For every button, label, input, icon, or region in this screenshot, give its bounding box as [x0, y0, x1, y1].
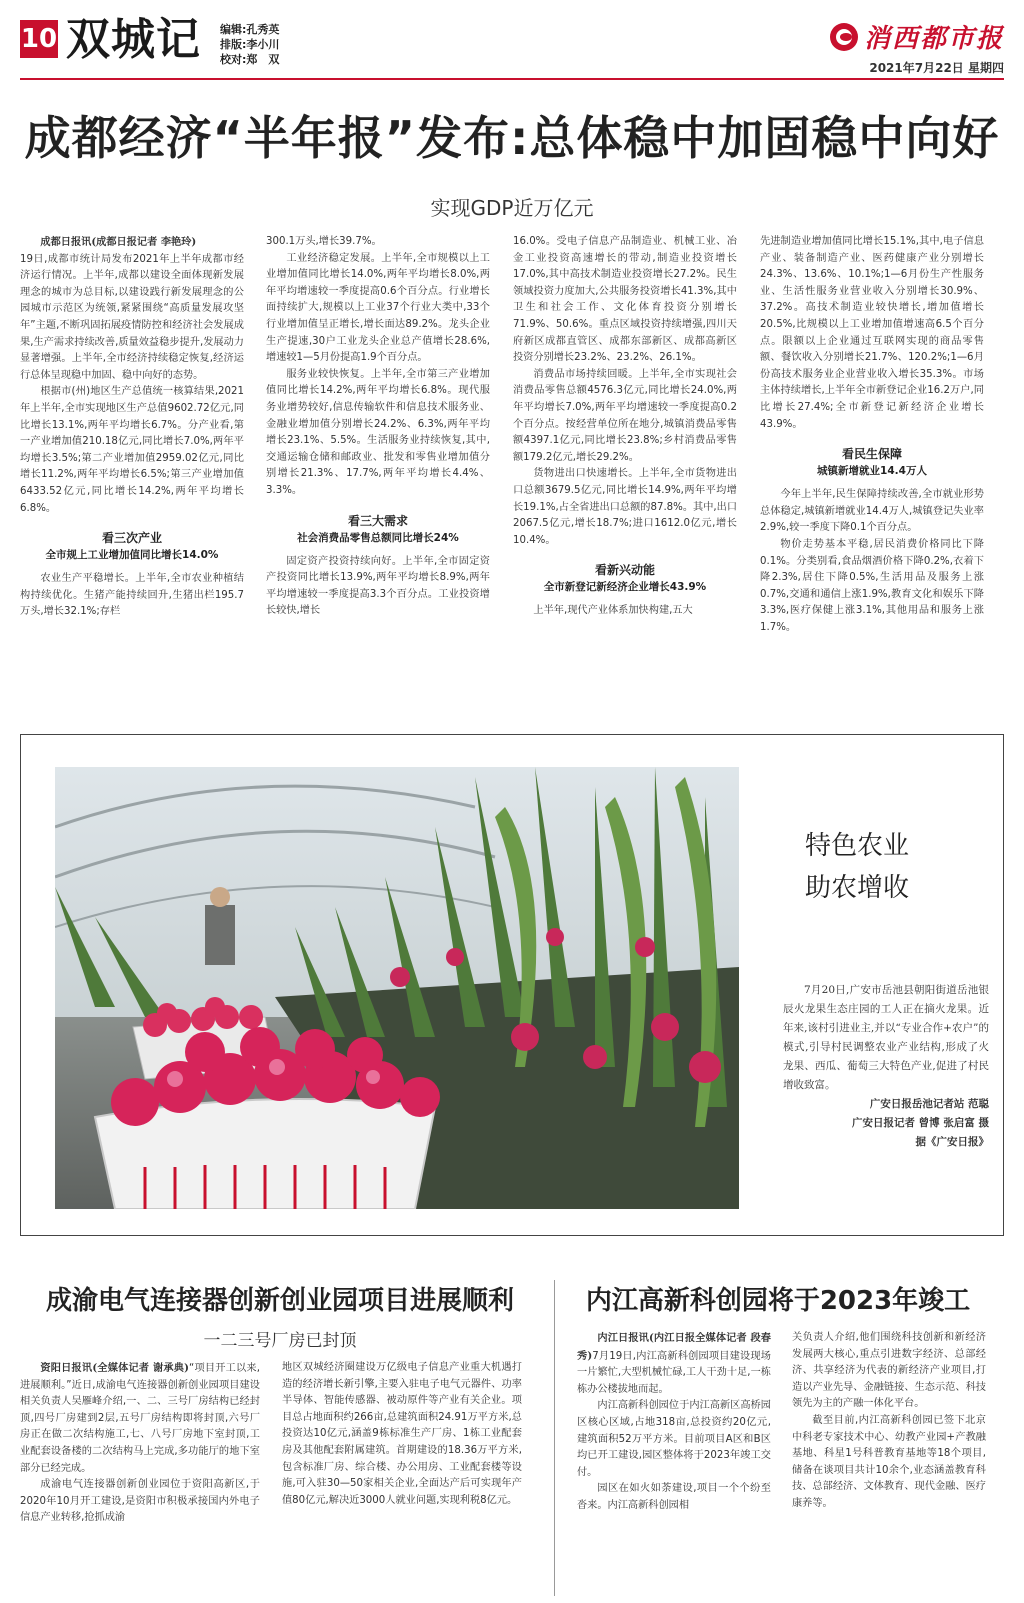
photo-title-line: 助农增收 — [805, 873, 910, 903]
dragon-fruit-photo — [55, 767, 739, 1209]
story3-column-2 — [792, 1330, 986, 1596]
lead-byline: 成都日报讯(成都日报记者 李艳玲) — [40, 236, 197, 248]
editor-line: 编辑:孔秀英 — [220, 23, 280, 36]
lead-column-1 — [20, 234, 244, 694]
story2-headline: 成渝电气连接器创新创业园项目进展顺利 — [45, 1286, 514, 1316]
photo-credit: 广安日报岳池记者站 范聪 — [869, 1098, 989, 1110]
paragraph: 截至目前,内江高新科创园已签下北京中科老专家技术中心、幼教产业园+产教融基地、科星1号科普教育基地等18个项目,储备在谈项目共计10余个,业态涵盖教育科技、总部经济、文体教育、现代金融、医疗康养等。 — [792, 1414, 986, 1509]
story2-byline: 资阳日报讯(全媒体记者 谢承典) — [40, 1362, 189, 1374]
paragraph: 上半年,现代产业体系加快构建,五大 — [533, 605, 693, 617]
caption-text: 7月20日,广安市岳池县朝阳街道岳池银辰火龙果生态庄园的工人正在摘火龙果。近年来,该村引进业主,并以“专业合作+农户”的模式,引导村民调整农业产业结构,形成了火龙果、西瓜、葡萄三大特色产业,促进了村民增收致富。 — [783, 984, 989, 1091]
paragraph: 300.1万头,增长39.7%。 — [266, 236, 382, 247]
section-subheading: 城镇新增就业14.4万人 — [817, 465, 927, 478]
paragraph: 关负责人介绍,他们围绕科技创新和新经济发展两大核心,重点引进数字经济、总部经济、共享经济为代表的新经济产业项目,打造以产业先导、金融链接、生态示范、科技领先为主的产融一体化平台。 — [792, 1332, 986, 1410]
lead-column-4 — [760, 234, 984, 694]
paragraph: 地区双城经济圈建设万亿级电子信息产业重大机遇打造的经济增长新引擎,主要入驻电子电气元器件、功率半导体、智能传感器、被动原件等产业有关企业。项目总占地面积约266亩,总建筑面积24.91万平方米,总投资达10亿元,涵盖9栋标准生产厂房、1栋工业配套房及其他配套附属建筑。首期建设的18.36万平方米,包含标准厂房、综合楼、办公用房、工业配套楼等设施,可入驻30—50家相关企业,全面达产后可实现年产值80亿元,解决近3000人就业问题,实现利税8亿元。 — [282, 1362, 522, 1506]
newspaper-name: 消西都市报 — [863, 24, 1004, 54]
photo-caption — [783, 981, 989, 1152]
paragraph: 园区在如火如荼建设,项目一个个纷至沓来。内江高新科创园相 — [577, 1483, 771, 1511]
story3-column-1 — [577, 1330, 771, 1596]
lead-headline: 成都经济“半年报”发布:总体稳中加固稳中向好 — [24, 111, 1000, 165]
paragraph: 货物进出口快速增长。上半年,全市货物进出口总额3679.5亿元,同比增长14.9%,两年平均增长19.1%,占全省进出口总额的87.8%。其中,出口2067.5亿元,增长18.7%;进口1612.0亿元,增长10.4%。 — [513, 468, 737, 546]
section-heading: 看三次产业 — [101, 531, 162, 546]
paragraph: 消费品市场持续回暖。上半年,全市实现社会消费品零售总额4576.3亿元,同比增长24.0%,两年平均增长7.0%,两年平均增速较一季度提高0.2个百分点。按经营单位所在地分,城镇消费品零售额4397.1亿元,同比增长23.8%;乡村消费品零售额179.2亿元,增长29.2%。 — [513, 368, 737, 463]
paragraph: 先进制造业增加值同比增长15.1%,其中,电子信息产业、装备制造产业、医药健康产业分别增长24.3%、13.6%、10.1%;1—6月份生产性服务业、生活性服务业营业收入分别增长30.9%、37.2%。高技术制造业较快增长,增加值增长20.5%,比规模以上工业增加值增速高6.5个百分点。限额以上企业通过互联网实现的商品零售额、餐饮收入分别增长21.7%、120.2%;1—6月份高技术服务业企业营业收入增长35.3%。市场主体持续增长,上半年全市新登记企业16.2万户,同比增长27.4%;全市新登记新经济企业增长43.9%。 — [760, 236, 984, 430]
section-heading: 看民生保障 — [841, 447, 902, 462]
lead-subheadline: 实现GDP近万亿元 — [430, 196, 594, 220]
newspaper-logo-icon — [830, 23, 858, 51]
lead-column-2 — [266, 234, 490, 694]
story2-column-1 — [20, 1360, 260, 1596]
section-subheading: 社会消费品零售总额同比增长24% — [297, 531, 459, 544]
photo-credit: 广安日报记者 曾博 张启富 摄 — [852, 1117, 989, 1129]
paragraph: 农业生产平稳增长。上半年,全市农业种植结构持续优化。生猪产能持续回升,生猪出栏195.7万头,增长32.1%;存栏 — [20, 573, 244, 618]
section-heading: 看三大需求 — [347, 513, 408, 528]
paragraph: 19日,成都市统计局发布2021年上半年成都市经济运行情况。上半年,成都以建设全面体现新发展理念的城市为总目标,以建设践行新发展理念的公园城市示范区为统领,紧紧围绕“高质量发展攻坚年”主题,不断巩固拓展疫情防控和经济社会发展成果,生产需求持续改善,质量效益稳步提升,发展动力显著增强。上半年,全市经济持续稳定恢复,经济运行总体呈现稳中加固、稳中向好的态势。 — [20, 253, 244, 381]
lead-column-3 — [513, 234, 737, 694]
newspaper-brand — [830, 18, 1004, 76]
paragraph: 工业经济稳定发展。上半年,全市规模以上工业增加值同比增长14.0%,两年平均增长8.0%,两年平均增速较一季度提高0.6个百分点。行业增长面持续扩大,规模以上工业37个行业大类中,33个行业增加值呈正增长,增长面达89.2%。龙头企业生产提速,30户工业龙头企业总产值增长28.6%,增速较1—5月份提高1.9个百分点。 — [266, 252, 490, 364]
issue-date: 2021年7月22日 星期四 — [869, 61, 1004, 75]
paragraph: 成渝电气连接器创新创业园位于资阳高新区,于2020年10月开工建设,是资阳市积极承接国内外电子信息产业转移,抢抓成渝 — [20, 1479, 260, 1524]
photo-source: 据《广安日报》 — [915, 1136, 989, 1148]
photo-feature-box — [20, 734, 1004, 1236]
story3-byline: 内江日报讯(内江日报全媒体记者 段春秀) — [577, 1332, 771, 1362]
paragraph: 物价走势基本平稳,居民消费价格同比下降0.1%。分类别看,食品烟酒价格下降0.2%,衣着下降2.3%,居住下降0.5%,生活用品及服务上涨0.7%,交通和通信上涨1.9%,教育文化和娱乐下降3.3%,医疗保健上涨3.1%,其他用品和服务上涨1.7%。 — [760, 538, 984, 633]
paragraph: 今年上半年,民生保障持续改善,全市就业形势总体稳定,城镇新增就业14.4万人,城镇登记失业率2.9%,较一季度下降0.1个百分点。 — [760, 489, 984, 534]
section-subheading: 全市规上工业增加值同比增长14.0% — [45, 549, 219, 562]
section-name: 双城记 — [66, 14, 201, 65]
paragraph: 根据市(州)地区生产总值统一核算结果,2021年上半年,全市实现地区生产总值9602.72亿元,同比增长13.1%,两年平均增长6.7%。分产业看,第一产业增加值210.18亿元,同比增长7.0%,两年平均增长3.5%;第二产业增加值2959.02亿元,同比增长11.2%,两年平均增长6.5%;第三产业增加值6433.52亿元,同比增长14.2%,两年平均增长6.8%。 — [20, 386, 244, 514]
story-divider — [554, 1280, 555, 1596]
paragraph: 7月19日,内江高新科创园项目建设现场一片繁忙,大型机械忙碌,工人干劲十足,一栋栋办公楼拔地而起。 — [577, 1350, 771, 1395]
section-heading: 看新兴动能 — [594, 563, 655, 578]
story3-headline: 内江高新科创园将于2023年竣工 — [585, 1286, 971, 1316]
editor-credits — [220, 22, 279, 67]
masthead-rule — [20, 78, 1004, 80]
paragraph: “项目开工以来,进展顺利。”近日,成渝电气连接器创新创业园项目建设相关负责人吴雁峰介绍,一、二、三号厂房结构已经封顶,四号厂房建到2层,五号厂房结构即将封顶,六号厂房正在做二次结构施工,七、八号厂房地下室封顶,工业配套设备楼的二次结构马上完成,多功能厅的地下室部分已经完成。 — [20, 1363, 260, 1474]
paragraph: 服务业较快恢复。上半年,全市第三产业增加值同比增长14.2%,两年平均增长6.8%。现代服务业增势较好,信息传输软件和信息技术服务业、金融业增加值分别增长24.2%、6.3%,两年平均增长23.1%、5.5%。生活服务业持续恢复,其中,交通运输仓储和邮政业、批发和零售业增加值分别增长21.3%、17.7%,两年平均增长4.4%、3.3%。 — [266, 368, 490, 496]
proofreader-line: 校对:郑 双 — [220, 53, 280, 66]
paragraph: 固定资产投资持续向好。上半年,全市固定资产投资同比增长13.9%,两年平均增长8.9%,两年平均增速较一季度提高3.3个百分点。工业投资增长较快,增长 — [266, 555, 490, 617]
story2-subheadline: 一二三号厂房已封顶 — [203, 1331, 357, 1351]
page-number: 10 — [20, 20, 58, 58]
greenhouse-illustration — [55, 767, 739, 1209]
story2-column-2 — [282, 1360, 522, 1596]
paragraph: 16.0%。受电子信息产品制造业、机械工业、冶金工业投资高速增长的带动,制造业投资增长17.0%,其中高技术制造业投资增长27.2%。民生领域投资力度加大,公共服务投资增长41.3%,其中卫生和社会工作、文化体育投资分别增长71.9%、50.6%。重点区域投资持续增强,四川天府新区成都直管区、成都东部新区、成都高新区投资分别增长23.2%、23.2%、26.1%。 — [513, 236, 737, 364]
section-subheading: 全市新登记新经济企业增长43.9% — [543, 581, 707, 594]
layout-editor-line: 排版:李小川 — [220, 38, 280, 51]
photo-title-line: 特色农业 — [805, 831, 910, 861]
paragraph: 内江高新科创园位于内江高新区高桥园区核心区域,占地318亩,总投资约20亿元,建筑面积52万平方米。目前项目A区和B区均已开工建设,园区整体将于2023年竣工交付。 — [577, 1400, 771, 1478]
masthead — [20, 16, 1004, 76]
photo-title — [805, 825, 909, 909]
